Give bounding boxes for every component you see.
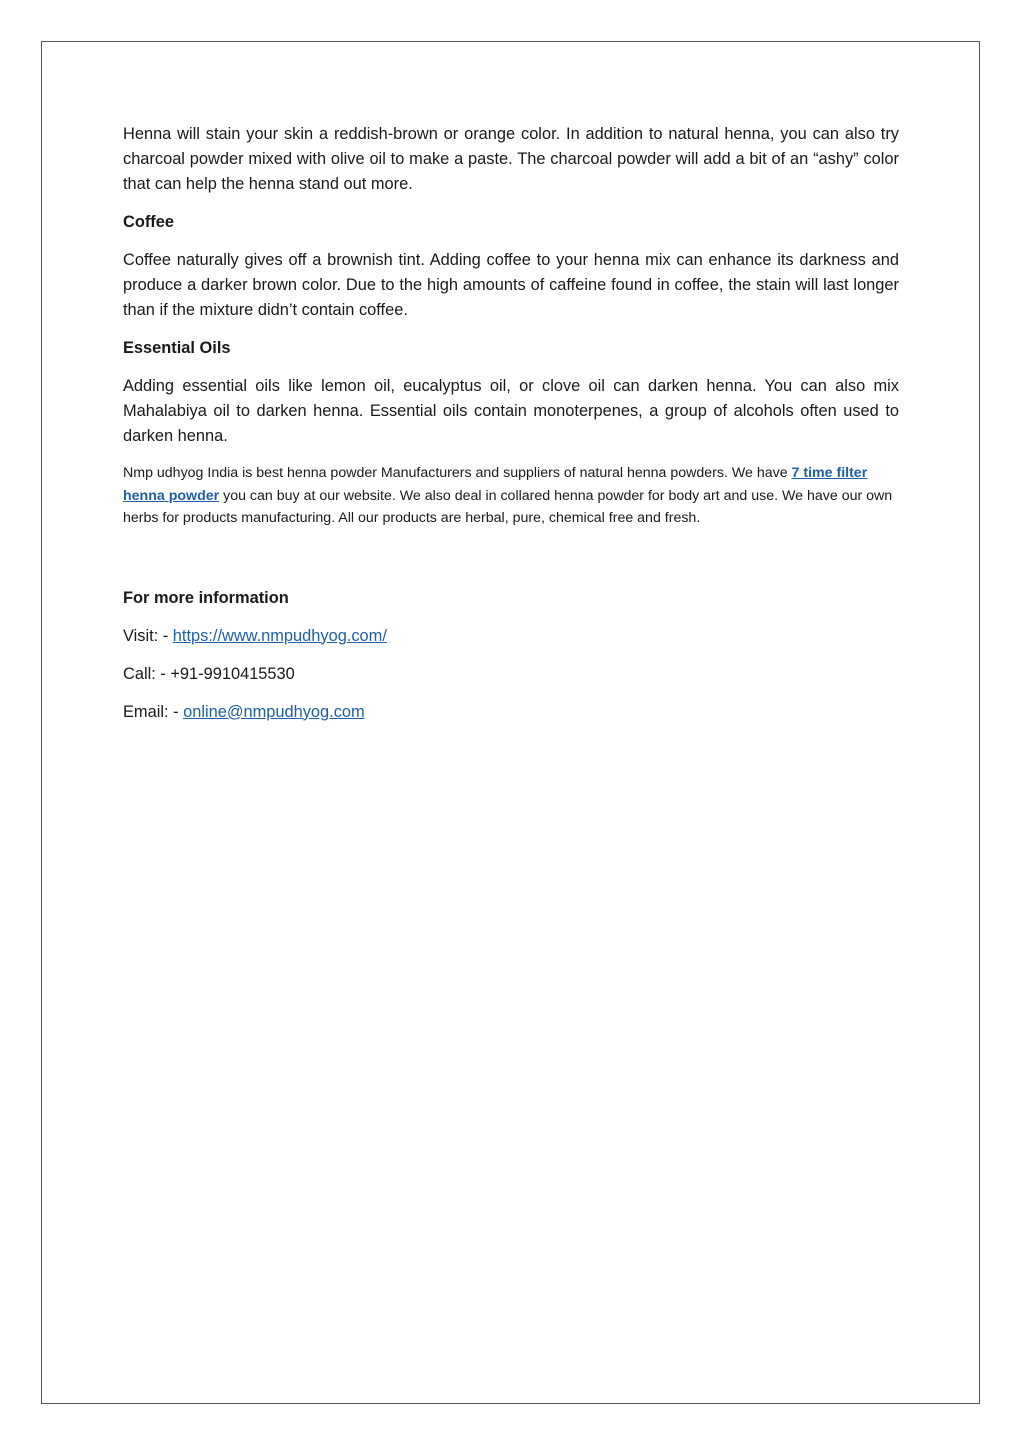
- visit-line: [123, 624, 899, 649]
- email-label: Email: -: [123, 702, 184, 721]
- promo-text-after: you can buy at our website. We also deal in collared henna powder for body art and use. We have our own herbs for products manufacturing. All our products are herbal, pure, chemical free and fresh.: [123, 487, 893, 526]
- henna-powder-link[interactable]: 7 time filter henna powder: [123, 465, 868, 504]
- call-line: Call: - +91-9910415530: [123, 664, 295, 683]
- email-line: [123, 700, 899, 725]
- coffee-paragraph: Coffee naturally gives off a brownish tint. Adding coffee to your henna mix can enhance its darkness and produce a darker brown color. Due to the high amounts of caffeine found in coffee, the stain will last longer than if the mixture didn’t contain coffee.: [123, 251, 899, 319]
- website-link[interactable]: https://www.nmpudhyog.com/: [172, 626, 387, 645]
- email-link[interactable]: online@nmpudhyog.com: [183, 702, 365, 721]
- document-body: [123, 122, 899, 738]
- promo-paragraph: [123, 462, 899, 530]
- henna-stain-paragraph: Henna will stain your skin a reddish-brown or orange color. In addition to natural henna, you can also try charcoal powder mixed with olive oil to make a paste. The charcoal powder will add a bit of an “ashy” color that can help the henna stand out more.: [123, 125, 899, 193]
- more-info-heading: For more information: [123, 588, 289, 607]
- visit-label: Visit: -: [123, 626, 173, 645]
- essential-oils-paragraph: Adding essential oils like lemon oil, eucalyptus oil, or clove oil can darken henna. You can also mix Mahalabiya oil to darken henna. Essential oils contain monoterpenes, a group of alcohols often used to darken henna.: [123, 377, 899, 445]
- coffee-heading: Coffee: [123, 213, 174, 231]
- promo-text-before: Nmp udhyog India is best henna powder Manufacturers and suppliers of natural henna powders. We have: [123, 465, 792, 481]
- essential-oils-heading: Essential Oils: [123, 339, 231, 357]
